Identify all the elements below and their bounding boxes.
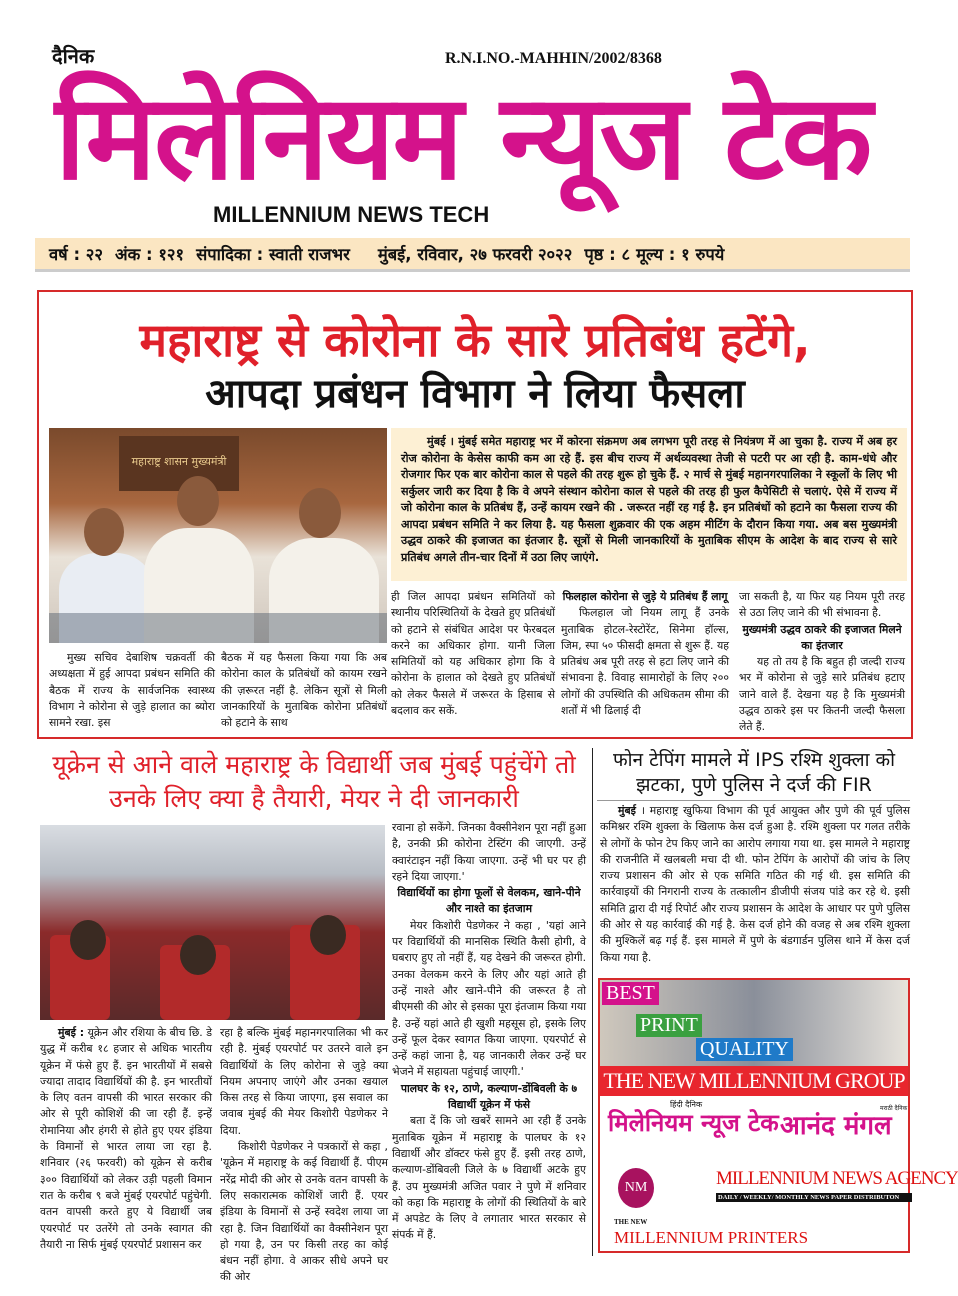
issue: अंक : १२१ [114, 245, 185, 264]
text: बता दें कि जो खबरें सामने आ रही हैं उनके मुताबिक यूक्रेन में महाराष्ट्र के पालघर के १२ विद्यार्थी और डॉक्टर फंसे हुए हैं. इसी तरह ठाणे, कल्याण-डोंबिवली जिले के ७ विद्यार्थी अटके हुए हैं. उप मुख्यमंत्री अजित पवार ने पुणे में शनिवार को कहा कि महाराष्ट्र के लोगों की स्थितियों के बारे में अपडेट के लिए वे लगातार भारत सरकार से संपर्क में हैं. [392, 1114, 586, 1242]
ukraine-subhead-1: विद्यार्थियों का होगा फूलों से वेलकम, खाने-पीने और नाश्ते का इंतजाम [397, 886, 581, 916]
text [600, 803, 910, 966]
text: किशोरी पेडणेकर ने पत्रकारों से कहा , 'यूक्रेन में महाराष्ट्र के कई विद्यार्थी हैं. पीएम नरेंद्र मोदी की ओर से उनके वतन वापसी के लिए सकारात्मक कोशिशें जारी हैं. एयर इंडिया के विमानों से उन्हें स्वदेश लाया जा रहा है. जिन विद्यार्थियों का वैक्सीनेशन पूरा हो गया है, उन पर किसी तरह का कोई बंधन नहीं होगा. वे आकर सीधे अपने घर की ओर [220, 1140, 388, 1284]
lead-subhead-1: फिलहाल कोरोना से जुड़े ये प्रतिबंध हैं लागू [562, 590, 728, 603]
issue-info-bar [35, 238, 910, 272]
text: यह तो तय है कि बहुत ही जल्दी राज्य भर में कोरोना से जुड़े सारे प्रतिबंध हटाए जाने वाले हैं. देखना यह है कि मुख्यमंत्री उद्धव ठाकरे इस पर कितनी जल्दी फैसला लेते हैं. [739, 655, 905, 734]
ad-marathi-paper: आनंद मंगल [780, 1111, 892, 1141]
ad-agency: MILLENNIUM NEWS AGENCY [716, 1168, 958, 1189]
lead-col-4 [561, 589, 729, 719]
lead-story [37, 290, 913, 739]
lead-col-5 [739, 589, 905, 736]
text: । महाराष्ट्र खुफिया विभाग की पूर्व आयुक्त और पुणे की पूर्व पुलिस कमिश्नर रश्मि शुक्ला के खिलाफ केस दर्ज हुआ है. रश्मि शुक्ला पर गलत तरीके से लोगों के फोन टेप किए जाने का आरोप लगाया गया था. इस मामले ने महाराष्ट्र की राजनीति में खलबली मचा दी थी. फोन टेपिंग के आरोपों की जांच के लिए राज्य प्रशासन की ओर से एक समिति गठित की गई थी. इस समिति की कार्रवाइयों की निगरानी राज्य के तत्कालीन डीजीपी संजय पांडे कर रहे थे. इसी समिति द्वारा दी गई रिपोर्ट और राज्य प्रशासन के आदेश के आधार पर पुणे पुलिस की ओर से यह कार्रवाई की गई है. केस दर्ज होने की वजह से अब रश्मि शुक्ला की मुश्किलें बढ़ गई हैं. इस मामले में पुणे के बंडगार्डन पुलिस थाने में केस दर्ज किया गया है. [600, 804, 910, 964]
price: मूल्य : १ रुपये [636, 245, 725, 264]
meeting-photo [49, 428, 387, 643]
flight-photo [40, 825, 385, 1020]
newspaper-title: मिलेनियम न्यूज टेक [55, 68, 871, 206]
lead-subheadline: आपदा प्रबंधन विभाग ने लिया फैसला [205, 371, 745, 417]
lead-col-1 [49, 650, 215, 731]
ad-logo: NM [618, 1168, 654, 1208]
pages: पृष्ठ : ८ [584, 245, 631, 264]
dateline: मुंबई [618, 804, 636, 817]
year: वर्ष : २२ [49, 245, 103, 264]
fir-headline: फोन टेपिंग मामले में IPS रश्मि शुक्ला को झटका, पुणे पुलिस ने दर्ज की FIR [612, 749, 896, 796]
text: यूक्रेन और रशिया के बीच छि. डे युद्ध में करीब १८ हजार से अधिक भारतीय यूक्रेन में फंसे हुए हैं. इन भारतीयों में सबसे ज्यादा तादाद विद्यार्थियों की है. इन भारतीयों के लिए वतन वापसी की भारत सरकार की ओर से पूरी कोशिशें की जा रही हैं. इन्हें रोमानिया और हंगरी से होते हुए एयर इंडिया के विमानों से भारत लाया जा रहा है. शनिवार (२६ फरवरी) को यूक्रेन से करीब ३०० विद्यार्थियों को लेकर उड़ी पहली विमान रात के करीब ९ बजे मुंबई एयरपोर्ट पहुंचेगी. वतन वापसी करते हुए ये विद्यार्थी जब एयरपोर्ट पर उतरेंगे तो उनके स्वागत की तैयारी ना सिर्फ मुंबई एयरपोर्ट प्रशासन कर [40, 1026, 212, 1251]
dateline: मुंबई : [58, 1026, 85, 1039]
date: मुंबई, रविवार, २७ फरवरी २०२२ [377, 245, 573, 264]
lead-subhead-2: मुख्यमंत्री उद्धव ठाकरे की इजाजत मिलने का इंतजार [742, 622, 902, 652]
ukraine-col-3 [392, 820, 586, 1244]
ukraine-subhead-2: पालघर के १२, ठाणे, कल्याण-डोंबिवली के ७ विद्यार्थी यूक्रेन में फंसे [400, 1081, 578, 1112]
divider [597, 800, 910, 801]
ad-printers-pre: THE NEW [614, 1218, 648, 1226]
lead-col-3: ही जिल आपदा प्रबंधन समितियों को स्थानीय परिस्थितियों के देखते हुए प्रतिबंधों को हटाने से संबंधित आदेश पर फेरबदल करने का अधिकार होगा. यानी जिला समितियों को यह अधिकार होगा कि वे कोरोना के हालात को देखते हुए प्रतिबंधों को लेकर फैसले में जरूरत के हिसाब से बदलाव कर सकें. [391, 590, 555, 718]
editor: संपादिका : स्वाती राजभर [196, 245, 350, 264]
ad-hindi-paper: मिलेनियम न्यूज टेक [608, 1109, 779, 1137]
ad-print: PRINT [636, 1014, 702, 1037]
ad-best: BEST [602, 982, 659, 1005]
ukraine-headline: यूक्रेन से आने वाले महाराष्ट्र के विद्यार्थी जब मुंबई पहुंचेंगे तो उनके लिए क्या है तैयारी, मेयर ने दी जानकारी [52, 750, 576, 813]
ad-hindi-label: हिंदी दैनिक [670, 1100, 703, 1109]
ad-group-name: THE NEW MILLENNIUM GROUP [600, 1066, 908, 1096]
millennium-group-ad [598, 978, 958, 1253]
masthead-dainik: दैनिक [52, 44, 95, 68]
column-divider [592, 748, 593, 1256]
photo-sign: महाराष्ट्र शासन मुख्यमंत्री [119, 436, 239, 491]
lead-headline: महाराष्ट्र से कोरोना के सारे प्रतिबंध हटेंगे, [139, 313, 811, 367]
text: रवाना हो सकेंगे. जिनका वैक्सीनेशन पूरा नहीं हुआ है, उनकी फ्री कोरोना टेस्टिंग की जाएगी. उन्हें क्वारंटाइन नहीं किया जाएगा. उन्हें भी घर पर ही रहने दिया जाएगा.' [392, 821, 586, 883]
lead-col-2: बैठक में यह फैसला किया गया कि अब कोरोना काल के प्रतिबंधों को कायम रखने की ज़रूरत नहीं है. लेकिन सूत्रों से मिली जानकारियों के मुताबिक कोरोना प्रतिबंधों को हटाने के साथ [221, 651, 387, 730]
ad-marathi-label: मराठी दैनिक [880, 1105, 908, 1112]
text: मेयर किशोरी पेडणेकर ने कहा , 'यहां आने पर विद्यार्थियों की मानसिक स्थिति कैसी होगी, वे घबराए हुए तो नहीं हैं, यह देखने की जरूरत होगी. उनका वेलकम करने के लिए और यहां आते ही उन्हें नाश्ते और खाने-पीने की जरूरत है तो बीएमसी की ओर से इसका पूरा इंतजाम किया गया है. उन्हें यहां आते ही खुशी महसूस हो, इसके लिए उन्हें फूल देकर स्वागत किया जाएगा. एयरपोर्ट से उन्हें कहां जाना है, यह जानकारी लेकर उन्हें घर भेजने में सहायता पहुंचाई जाएगी.' [392, 918, 586, 1079]
lead-intro: मुंबई । मुंबई समेत महाराष्ट्र भर में कोरना संक्रमण अब लगभग पूरी तरह से नियंत्रण में आ चुका है. राज्य में अब हर रोज कोरोना के केसेस काफी कम आ रहे हैं. इस बीच राज्य में अर्थव्यवस्था तेजी से पटरी पर आ रही है. काम-धंधे और रोजगार फिर एक बार कोरोना काल से पहले की तरह शुरू हो चुके हैं. २ मार्च से मुंबई महानगरपालिका ने स्कूलों के लिए भी सर्कुलर जारी कर दिया है कि वे अपने संस्थान कोरोना काल से पहले की तरह ही फुल कैपेसिटी से चलाएं. ऐसे में राज्य में जो कोरोना काल के प्रतिबंध हैं, उन्हें कायम रखने की . जरूरत नहीं रह गई है. इन प्रतिबंधों को हटाने का फैसला राज्य की आपदा प्रबंधन समिति ने कर लिया है. यह फैसला शुक्रवार की एक अहम मीटिंग के दौरान किया गया. अब बस मुख्यमंत्री उद्धव ठाकरे की इजाजत का इंतजार है. सूत्रों से मिली जानकारियों के मुताबिक सीएम के आदेश के बाद राज्य से सारे प्रतिबंध अगले तीन-चार दिनों में उठा लिए जाएंगे. [391, 428, 907, 581]
newspaper-english-title: MILLENNIUM NEWS TECH [213, 202, 490, 227]
ukraine-col-2 [220, 1025, 388, 1286]
ad-printers: MILLENNIUM PRINTERS [614, 1228, 809, 1247]
ukraine-col-1 [40, 1025, 212, 1253]
text [40, 1025, 212, 1253]
text: फिलहाल जो नियम लागू हैं उनके मुताबिक होटल-रेस्टोरेंट, सिनेमा हॉल्स, जिम, स्पा ५० फीसदी क्षमता से शुरू हैं. यह प्रतिबंध अब पूरी तरह से हटा लिए जाने की संभावना है. विवाह सामारोहों के लिए २०० लोगों की उपस्थिति की अधिकतम सीमा की शर्तों में भी ढिलाई दी [561, 606, 729, 718]
fir-body [600, 803, 910, 966]
text: जा सकती है, या फिर यह नियम पूरी तरह से उठा लिए जाने की भी संभावना है. [739, 590, 905, 620]
ad-quality: QUALITY [696, 1038, 793, 1061]
ad-agency-sub: DAILY / WEEKLY/ MONTHLY NEWS PAPER DISTRIBUTON [716, 1193, 912, 1202]
text: रहा है बल्कि मुंबई महानगरपालिका भी कर रही है. मुंबई एयरपोर्ट पर उतरने वाले इन विद्यार्थियों के लिए कोरोना से जुड़े क्या नियम अपनाए जाएंगे और उनका खयाल किस तरह से किया जाएगा, इस सवाल का जवाब मुंबई की मेयर किशोरी पेडणेकर ने दिया. [220, 1026, 388, 1137]
text: मुख्य सचिव देबाशिष चक्रवर्ती की अध्यक्षता में हुई आपदा प्रबंधन समिति की बैठक में राज्य के सार्वजनिक स्वास्थ्य विभाग ने कोरोना से जुड़े हालात का ब्योरा सामने रखा. इस [49, 651, 215, 730]
rni-number: R.N.I.NO.-MAHHIN/2002/8368 [445, 50, 662, 67]
